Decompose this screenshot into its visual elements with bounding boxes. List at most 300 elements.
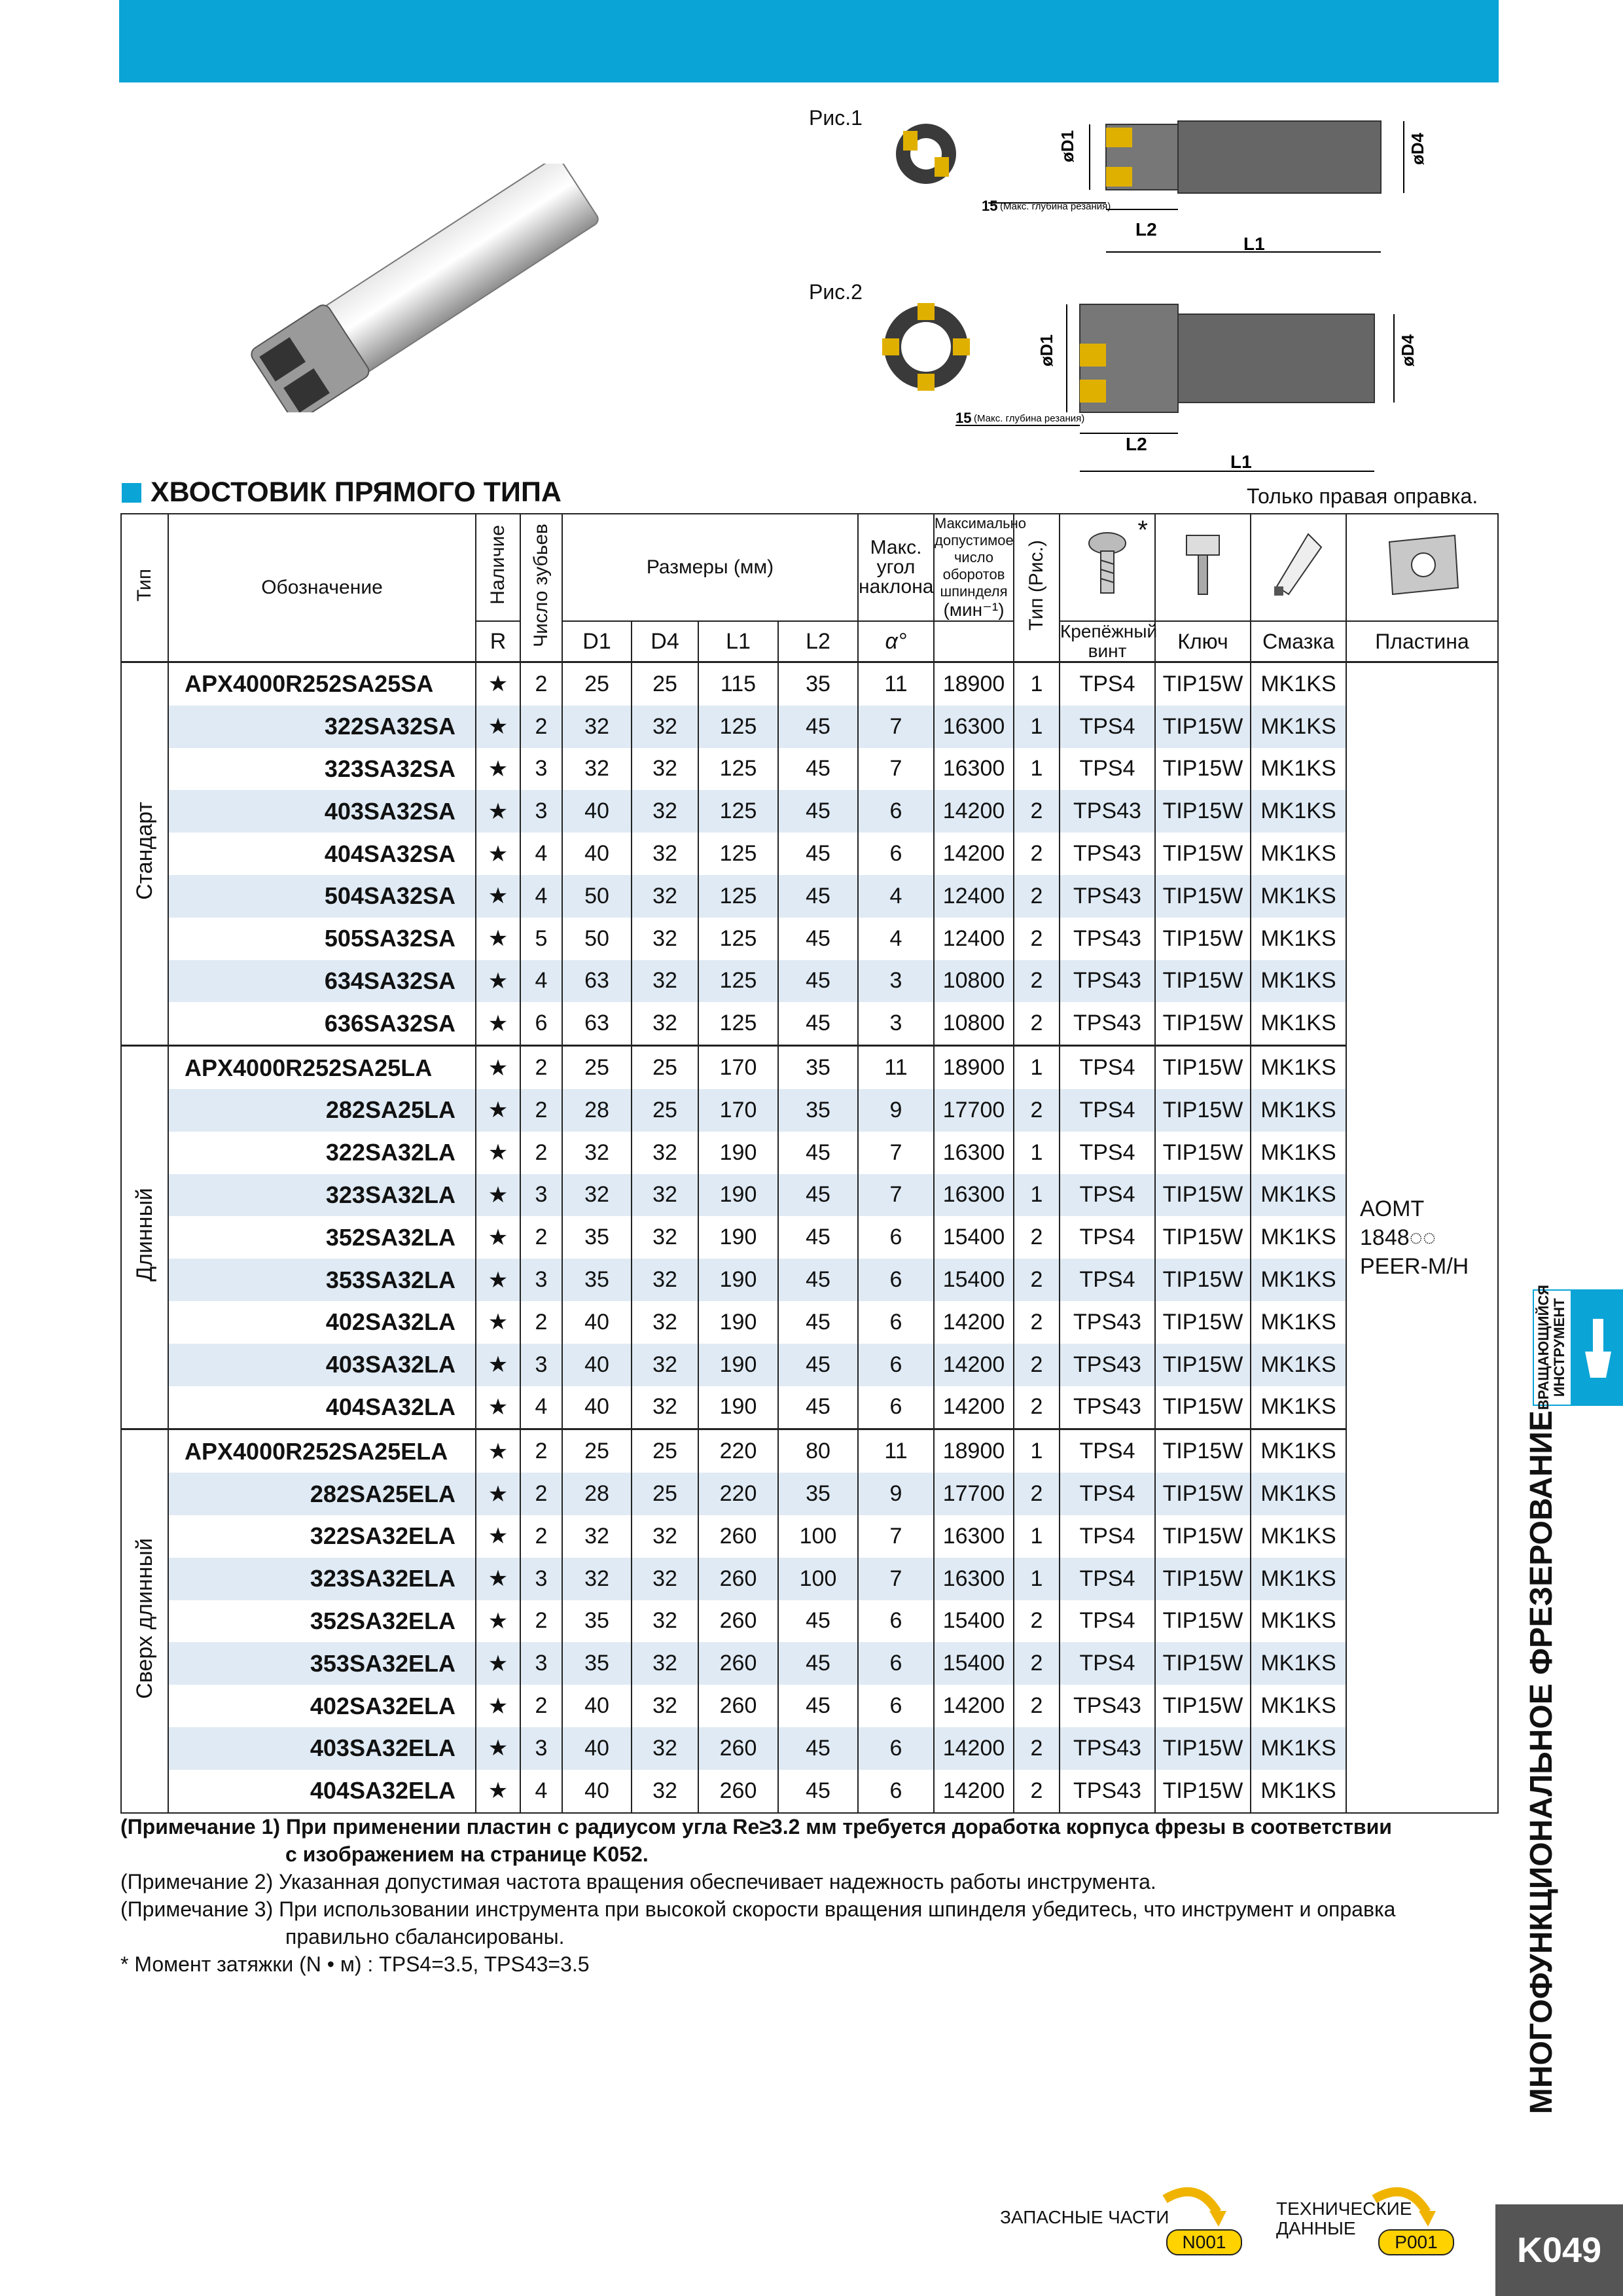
- tech-data-arrow-icon: [1368, 2186, 1440, 2232]
- cell-l2: 45: [778, 875, 858, 918]
- tech-data-line1: ТЕХНИЧЕСКИЕ: [1276, 2198, 1412, 2219]
- fig1-depth-num: 15: [982, 198, 998, 214]
- cell-d1: 40: [562, 1386, 632, 1429]
- cell-z: 2: [520, 1301, 562, 1344]
- cell-fig: 2: [1014, 875, 1060, 918]
- cell-rpm: 14200: [934, 1727, 1014, 1770]
- cell-a: 6: [858, 1216, 934, 1259]
- cell-screw: TPS4: [1060, 1515, 1155, 1558]
- cell-l1: 125: [698, 875, 778, 918]
- fig2-d1: øD1: [1037, 334, 1056, 367]
- row-group-type: Стандарт: [121, 662, 168, 1046]
- header-rpm: [934, 514, 1027, 621]
- cell-key: TIP15W: [1155, 1429, 1251, 1473]
- fig1-d4: øD4: [1408, 132, 1427, 165]
- cell-d4: 32: [632, 1132, 698, 1174]
- cell-fig: 2: [1014, 1344, 1060, 1386]
- cell-l2: 45: [778, 1386, 858, 1429]
- cell-grease: MK1KS: [1251, 1301, 1346, 1344]
- cell-fig: 1: [1014, 662, 1060, 706]
- fig1-end-view: [890, 118, 962, 190]
- cell-fig: 2: [1014, 1386, 1060, 1429]
- cell-a: 7: [858, 1558, 934, 1600]
- row-group-type: Сверх длинный: [121, 1429, 168, 1813]
- cell-rpm: 15400: [934, 1642, 1014, 1685]
- table-row: [121, 918, 1498, 960]
- cell-z: 2: [520, 1515, 562, 1558]
- cell-key: TIP15W: [1155, 1002, 1251, 1045]
- cell-key: TIP15W: [1155, 1473, 1251, 1515]
- cell-d1: 35: [562, 1642, 632, 1685]
- cell-a: 11: [858, 662, 934, 706]
- torque-note: * Момент затяжки (N • м) : TPS4=3.5, TPS43=3.5: [120, 1952, 590, 1976]
- tech-data-line2: ДАННЫЕ: [1276, 2218, 1356, 2238]
- table-row: [121, 1558, 1498, 1600]
- cell-d4: 25: [632, 1473, 698, 1515]
- cell-r: ★: [476, 1002, 520, 1045]
- cell-z: 2: [520, 1600, 562, 1643]
- cell-designation: 403SA32ELA: [168, 1727, 476, 1770]
- cell-l2: 35: [778, 1089, 858, 1132]
- cell-d1: 25: [562, 662, 632, 706]
- cell-z: 2: [520, 1089, 562, 1132]
- cell-a: 6: [858, 1259, 934, 1301]
- cell-fig: 2: [1014, 1685, 1060, 1727]
- table-row: [121, 748, 1498, 791]
- note-2: (Примечание 2) Указанная допустимая частота вращения обеспечивает надежность работы инструмента.: [120, 1870, 1156, 1893]
- cell-designation: 282SA25ELA: [168, 1473, 476, 1515]
- cell-d1: 40: [562, 833, 632, 875]
- cell-a: 7: [858, 1132, 934, 1174]
- cell-designation: 402SA32LA: [168, 1301, 476, 1344]
- cell-designation: 504SA32SA: [168, 875, 476, 918]
- cell-designation: 403SA32LA: [168, 1344, 476, 1386]
- cell-a: 7: [858, 706, 934, 748]
- cell-fig: 1: [1014, 706, 1060, 748]
- table-row: [121, 1089, 1498, 1132]
- cell-d4: 32: [632, 1515, 698, 1558]
- cell-l1: 190: [698, 1174, 778, 1217]
- fig1-depth-label: (Макс. глубина резания): [1000, 201, 1111, 212]
- cell-a: 6: [858, 1344, 934, 1386]
- cell-d1: 40: [562, 790, 632, 833]
- cell-d4: 32: [632, 1770, 698, 1813]
- cell-d1: 40: [562, 1685, 632, 1727]
- category-tab-label: ВРАЩАЮЩИЙСЯ ИНСТРУМЕНТ: [1533, 1289, 1572, 1406]
- cell-designation: 323SA32LA: [168, 1174, 476, 1217]
- cell-r: ★: [476, 1600, 520, 1643]
- header-l2: L2: [778, 621, 858, 662]
- section-title-text: ХВОСТОВИК ПРЯМОГО ТИПА: [151, 476, 562, 508]
- table-row: [121, 1473, 1498, 1515]
- cell-fig: 1: [1014, 1174, 1060, 1217]
- cell-grease: MK1KS: [1251, 1089, 1346, 1132]
- cell-d4: 32: [632, 875, 698, 918]
- cell-key: TIP15W: [1155, 875, 1251, 918]
- insert-line3: PEER-M/H: [1360, 1253, 1469, 1279]
- cell-d4: 25: [632, 662, 698, 706]
- cell-key: TIP15W: [1155, 1727, 1251, 1770]
- cell-l1: 170: [698, 1089, 778, 1132]
- cell-key: TIP15W: [1155, 960, 1251, 1003]
- header-key-label: Ключ: [1155, 621, 1251, 662]
- cell-key: TIP15W: [1155, 1344, 1251, 1386]
- cell-grease: MK1KS: [1251, 1685, 1346, 1727]
- cell-d1: 35: [562, 1216, 632, 1259]
- cell-grease: MK1KS: [1251, 1727, 1346, 1770]
- cell-a: 6: [858, 790, 934, 833]
- cell-d4: 32: [632, 1642, 698, 1685]
- cell-z: 3: [520, 1558, 562, 1600]
- cell-screw: TPS4: [1060, 662, 1155, 706]
- cell-screw: TPS4: [1060, 1046, 1155, 1089]
- notes: [120, 1813, 1495, 1978]
- cell-l2: 100: [778, 1558, 858, 1600]
- cell-z: 2: [520, 1046, 562, 1089]
- cell-designation: 322SA32LA: [168, 1132, 476, 1174]
- table-row: [121, 662, 1498, 706]
- cell-d4: 25: [632, 1089, 698, 1132]
- cell-l2: 100: [778, 1515, 858, 1558]
- cell-rpm: 16300: [934, 706, 1014, 748]
- cell-l2: 35: [778, 1046, 858, 1089]
- cell-z: 3: [520, 748, 562, 791]
- cell-grease: MK1KS: [1251, 790, 1346, 833]
- cell-grease: MK1KS: [1251, 1259, 1346, 1301]
- cell-d4: 32: [632, 1002, 698, 1045]
- table-row: [121, 1216, 1498, 1259]
- header-alpha: α°: [858, 621, 934, 662]
- spare-parts-page-link[interactable]: N001: [1166, 2229, 1242, 2255]
- table-row: [121, 1301, 1498, 1344]
- cell-a: 4: [858, 875, 934, 918]
- grease-tube-icon: [1269, 529, 1328, 601]
- cell-d4: 32: [632, 790, 698, 833]
- cell-grease: MK1KS: [1251, 1429, 1346, 1473]
- cell-l1: 125: [698, 790, 778, 833]
- cell-screw: TPS43: [1060, 1727, 1155, 1770]
- cell-key: TIP15W: [1155, 748, 1251, 791]
- cell-z: 3: [520, 1642, 562, 1685]
- fig2-depth-label: (Макс. глубина резания): [974, 413, 1085, 424]
- cell-key: TIP15W: [1155, 1685, 1251, 1727]
- cell-r: ★: [476, 748, 520, 791]
- cell-grease: MK1KS: [1251, 1174, 1346, 1217]
- cell-fig: 2: [1014, 833, 1060, 875]
- cell-key: TIP15W: [1155, 1386, 1251, 1429]
- cell-r: ★: [476, 1515, 520, 1558]
- cell-grease: MK1KS: [1251, 1558, 1346, 1600]
- cell-z: 2: [520, 1685, 562, 1727]
- cell-rpm: 18900: [934, 662, 1014, 706]
- cell-d1: 50: [562, 918, 632, 960]
- table-row: [121, 1770, 1498, 1813]
- cell-a: 6: [858, 1770, 934, 1813]
- cell-screw: TPS43: [1060, 1301, 1155, 1344]
- cell-r: ★: [476, 1301, 520, 1344]
- cell-screw: TPS43: [1060, 875, 1155, 918]
- cell-l1: 190: [698, 1132, 778, 1174]
- cell-l1: 125: [698, 833, 778, 875]
- cell-screw: TPS43: [1060, 1386, 1155, 1429]
- cell-r: ★: [476, 1386, 520, 1429]
- fig1-label: Рис.1: [809, 106, 863, 130]
- cell-fig: 2: [1014, 1473, 1060, 1515]
- cell-d1: 63: [562, 1002, 632, 1045]
- cell-grease: MK1KS: [1251, 918, 1346, 960]
- cell-d4: 32: [632, 1727, 698, 1770]
- cell-d1: 28: [562, 1473, 632, 1515]
- cell-a: 11: [858, 1046, 934, 1089]
- cell-r: ★: [476, 1046, 520, 1089]
- cell-grease: MK1KS: [1251, 1600, 1346, 1643]
- table-row: [121, 1515, 1498, 1558]
- row-group-type: Длинный: [121, 1046, 168, 1429]
- cell-r: ★: [476, 1174, 520, 1217]
- header-rpm-unit: (мин⁻¹): [943, 600, 1005, 620]
- cell-rpm: 15400: [934, 1600, 1014, 1643]
- table-row: [121, 1642, 1498, 1685]
- cell-rpm: 14200: [934, 1685, 1014, 1727]
- cell-d1: 32: [562, 1132, 632, 1174]
- cell-designation: APX4000R252SA25LA: [168, 1046, 476, 1089]
- cell-l1: 260: [698, 1558, 778, 1600]
- fig1-l1: L1: [1243, 234, 1265, 254]
- cell-designation: 322SA32ELA: [168, 1515, 476, 1558]
- cell-rpm: 18900: [934, 1429, 1014, 1473]
- header-insert: [1346, 514, 1498, 621]
- cell-key: TIP15W: [1155, 833, 1251, 875]
- cell-screw: TPS4: [1060, 1216, 1155, 1259]
- cell-l2: 45: [778, 1002, 858, 1045]
- cell-rpm: 14200: [934, 790, 1014, 833]
- cell-z: 3: [520, 790, 562, 833]
- cell-key: TIP15W: [1155, 1301, 1251, 1344]
- cell-rpm: 17700: [934, 1473, 1014, 1515]
- header-fig-type: Тип (Рис.): [1014, 514, 1060, 662]
- fig1-l2: L2: [1135, 219, 1157, 240]
- table-row: [121, 1727, 1498, 1770]
- cell-d4: 32: [632, 1259, 698, 1301]
- cell-l1: 260: [698, 1515, 778, 1558]
- table-row: [121, 1685, 1498, 1727]
- cell-r: ★: [476, 1259, 520, 1301]
- cell-designation: 634SA32SA: [168, 960, 476, 1003]
- cell-r: ★: [476, 875, 520, 918]
- cell-d4: 32: [632, 748, 698, 791]
- cell-fig: 2: [1014, 1259, 1060, 1301]
- cell-designation: 282SA25LA: [168, 1089, 476, 1132]
- cell-key: TIP15W: [1155, 1600, 1251, 1643]
- cell-d4: 25: [632, 1046, 698, 1089]
- header-angle: Макс. угол наклона: [858, 514, 934, 621]
- cell-screw: TPS43: [1060, 790, 1155, 833]
- header-d4: D4: [632, 621, 698, 662]
- cell-a: 7: [858, 1174, 934, 1217]
- cell-r: ★: [476, 1089, 520, 1132]
- cell-z: 4: [520, 875, 562, 918]
- cell-d1: 32: [562, 1558, 632, 1600]
- cell-r: ★: [476, 1685, 520, 1727]
- cell-screw: TPS4: [1060, 1473, 1155, 1515]
- cell-fig: 2: [1014, 918, 1060, 960]
- cutter-photo: [223, 164, 628, 412]
- cell-l1: 125: [698, 748, 778, 791]
- cell-d4: 32: [632, 1600, 698, 1643]
- cell-a: 7: [858, 748, 934, 791]
- cell-key: TIP15W: [1155, 1558, 1251, 1600]
- cell-designation: 402SA32ELA: [168, 1685, 476, 1727]
- cell-rpm: 10800: [934, 1002, 1014, 1045]
- cell-grease: MK1KS: [1251, 1642, 1346, 1685]
- cell-grease: MK1KS: [1251, 706, 1346, 748]
- insert-line2: 1848◌◌: [1360, 1225, 1436, 1250]
- cell-grease: MK1KS: [1251, 1002, 1346, 1045]
- cell-l1: 125: [698, 1002, 778, 1045]
- product-table: [120, 513, 1499, 1814]
- header-key: [1155, 514, 1251, 621]
- cell-fig: 2: [1014, 1642, 1060, 1685]
- cell-l1: 190: [698, 1259, 778, 1301]
- cell-a: 6: [858, 1386, 934, 1429]
- category-tab: [1533, 1285, 1623, 1410]
- cell-l2: 45: [778, 833, 858, 875]
- cell-z: 5: [520, 918, 562, 960]
- cell-rpm: 16300: [934, 1174, 1014, 1217]
- cell-fig: 1: [1014, 748, 1060, 791]
- cell-screw: TPS4: [1060, 1259, 1155, 1301]
- cell-a: 6: [858, 1642, 934, 1685]
- fig1-d1: øD1: [1058, 130, 1077, 162]
- cell-d4: 32: [632, 1301, 698, 1344]
- cell-d4: 32: [632, 960, 698, 1003]
- cell-r: ★: [476, 790, 520, 833]
- cell-l2: 45: [778, 1600, 858, 1643]
- fig2-l2: L2: [1126, 434, 1147, 454]
- cell-r: ★: [476, 1642, 520, 1685]
- cell-rpm: 15400: [934, 1259, 1014, 1301]
- cell-r: ★: [476, 960, 520, 1003]
- cell-screw: TPS4: [1060, 1132, 1155, 1174]
- cell-d1: 40: [562, 1727, 632, 1770]
- cell-key: TIP15W: [1155, 918, 1251, 960]
- fig2-l1: L1: [1230, 452, 1252, 472]
- cell-designation: 322SA32SA: [168, 706, 476, 748]
- cell-grease: MK1KS: [1251, 1473, 1346, 1515]
- header-teeth: Число зубьев: [520, 514, 562, 662]
- header-screw-label: Крепёжный винт: [1060, 621, 1158, 661]
- cell-rpm: 12400: [934, 875, 1014, 918]
- cell-r: ★: [476, 1727, 520, 1770]
- cell-z: 2: [520, 706, 562, 748]
- cell-d4: 32: [632, 918, 698, 960]
- cell-d4: 32: [632, 706, 698, 748]
- section-title: [122, 476, 562, 509]
- cell-fig: 1: [1014, 1429, 1060, 1473]
- screw-asterisk: *: [1137, 516, 1148, 545]
- header-grease-label: Смазка: [1251, 621, 1346, 662]
- cell-l1: 115: [698, 662, 778, 706]
- cell-fig: 2: [1014, 1002, 1060, 1045]
- header-designation: Обозначение: [168, 514, 476, 662]
- cell-d1: 35: [562, 1600, 632, 1643]
- cell-key: TIP15W: [1155, 790, 1251, 833]
- cell-l2: 45: [778, 1344, 858, 1386]
- cell-screw: TPS4: [1060, 706, 1155, 748]
- cell-rpm: 10800: [934, 960, 1014, 1003]
- cell-a: 3: [858, 960, 934, 1003]
- cell-z: 3: [520, 1259, 562, 1301]
- fig2-label: Рис.2: [809, 280, 863, 304]
- insert-line1: AOMT: [1360, 1196, 1425, 1221]
- cell-l2: 45: [778, 1727, 858, 1770]
- cell-d1: 40: [562, 1770, 632, 1813]
- sidebar-title: МНОГОФУНКЦИОНАЛЬНОЕ ФРЕЗЕРОВАНИЕ: [1524, 1410, 1559, 2114]
- table-row: [121, 1386, 1498, 1429]
- fig2-side-view: [955, 288, 1453, 478]
- cell-key: TIP15W: [1155, 1132, 1251, 1174]
- rotating-tool-icon: [1578, 1316, 1618, 1381]
- cell-r: ★: [476, 833, 520, 875]
- cell-d4: 32: [632, 1344, 698, 1386]
- cell-l2: 35: [778, 662, 858, 706]
- fig1-side-view: [975, 111, 1446, 262]
- header-l1: L1: [698, 621, 778, 662]
- table-row: [121, 1259, 1498, 1301]
- cell-designation: 323SA32ELA: [168, 1558, 476, 1600]
- cell-z: 4: [520, 833, 562, 875]
- cell-screw: TPS4: [1060, 1089, 1155, 1132]
- cell-insert: [1346, 662, 1498, 1813]
- spare-parts-arrow-icon: [1158, 2186, 1230, 2232]
- cell-z: 2: [520, 1216, 562, 1259]
- table-row: [121, 875, 1498, 918]
- cell-r: ★: [476, 1473, 520, 1515]
- cell-designation: 403SA32SA: [168, 790, 476, 833]
- cell-l2: 45: [778, 748, 858, 791]
- note-3-cont: правильно сбалансированы.: [285, 1925, 565, 1948]
- cell-d1: 32: [562, 1515, 632, 1558]
- cell-d4: 32: [632, 1558, 698, 1600]
- cell-r: ★: [476, 706, 520, 748]
- cell-rpm: 17700: [934, 1089, 1014, 1132]
- cell-designation: 353SA32LA: [168, 1259, 476, 1301]
- cell-key: TIP15W: [1155, 662, 1251, 706]
- cell-rpm: 16300: [934, 1515, 1014, 1558]
- screw-icon: [1081, 529, 1133, 601]
- cell-screw: TPS43: [1060, 1770, 1155, 1813]
- cell-grease: MK1KS: [1251, 1770, 1346, 1813]
- cell-z: 2: [520, 1473, 562, 1515]
- cell-z: 2: [520, 1429, 562, 1473]
- cell-key: TIP15W: [1155, 1046, 1251, 1089]
- header-r: R: [476, 621, 520, 662]
- cell-key: TIP15W: [1155, 1089, 1251, 1132]
- cell-grease: MK1KS: [1251, 875, 1346, 918]
- cell-screw: TPS4: [1060, 748, 1155, 791]
- tech-data-page-link[interactable]: P001: [1378, 2229, 1454, 2255]
- cell-a: 7: [858, 1515, 934, 1558]
- cell-fig: 2: [1014, 1727, 1060, 1770]
- cell-d1: 32: [562, 748, 632, 791]
- cell-z: 3: [520, 1174, 562, 1217]
- table-row: [121, 790, 1498, 833]
- cell-a: 6: [858, 1727, 934, 1770]
- cell-l2: 45: [778, 1685, 858, 1727]
- cell-designation: 404SA32LA: [168, 1386, 476, 1429]
- header-dimensions: Размеры (мм): [562, 514, 858, 621]
- cell-fig: 1: [1014, 1558, 1060, 1600]
